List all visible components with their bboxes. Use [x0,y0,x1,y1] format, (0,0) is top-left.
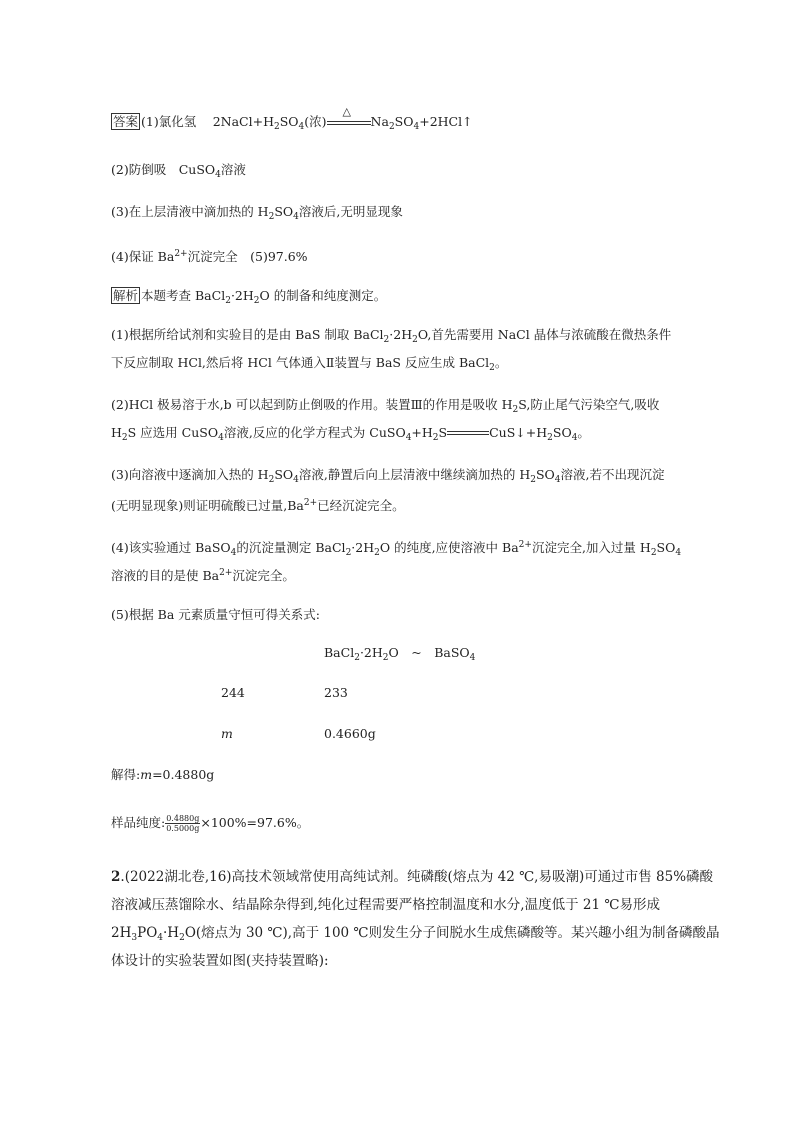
question2-line3: $2H_3PO_4\cdot H_2O$(熔点为 30 ℃),高于 100 ℃则发生分子间脱水生成焦磷酸等。某兴趣小组为制备磷酸晶 [111,925,720,943]
question2-line4: 体设计的实验装置如图(夹持装置略): [111,953,329,969]
solve-line: 解得:m=0.4880g [111,767,215,782]
analysis-p3-line1: (3)向溶液中逐滴加入热的 $H_2SO_4$溶液,静置后向上层清液中继续滴加热的 $H_2SO_4$溶液,若不出现沉淀 [111,467,665,485]
relation-mass: 0.4660g [324,726,376,741]
purity-line: 样品纯度: $\frac{0.4880g}{0.5000g}$ ×100%=97.6%。 [111,814,310,833]
heat-symbol: △ [342,105,352,118]
reaction-equals-sign [327,105,371,131]
reaction-equals-sign [447,429,489,439]
relation-molar-mass-2: 233 [324,685,348,700]
analysis-p1-line1: (1)根据所给试剂和实验目的是由 BaS 制取 $BaCl_2\cdot 2H_2O$,首先需要用 NaCl 晶体与浓硫酸在微热条件 [111,327,672,345]
question-number: 2 [111,869,121,885]
question2-line1: 2.(2022湖北卷,16)高技术领域常使用高纯试剂。纯磷酸(熔点为 42 ℃,易吸潮)可通过市售 85%磷酸 [111,869,714,885]
analysis-p3-line2: (无明显现象)则证明硫酸已过量$,Ba^{2+}$已经沉淀完全。 [111,498,405,513]
relation-unknown: m [221,726,233,741]
analysis-intro: 解析 本题考查 $BaCl_2\cdot 2H_2O$ 的制备和纯度测定。 [113,288,387,306]
answer-tag: 答案 [113,114,139,129]
analysis-p2-line2: $H_2S$ 应选用 CuSO$_4$溶液,反应的化学方程式为 $CuSO_4+H_2S$ $CuS↓+H_2SO_4$。 [111,425,590,443]
analysis-p2-line1: (2)HCl 极易溶于水,b 可以起到防止倒吸的作用。装置Ⅲ的作用是吸收 $H_2S$,防止尾气污染空气,吸收 [111,397,660,415]
answer-line-4: (4)保证 $Ba^{2+}$沉淀完全 (5)97.6% [111,249,308,264]
question2-line2: 溶液减压蒸馏除水、结晶除杂得到,纯化过程需要严格控制温度和水分,温度低于 21 ℃易形成 [111,897,660,913]
relation-molar-mass-1: 244 [221,685,245,700]
answer-line-1: 答案 (1)氯化氢 $2NaCl+H_2SO_4$(浓) △ $Na_2SO_4+2HCl↑$ [113,105,473,132]
analysis-p1-line2: 下反应制取 HCl,然后将 HCl 气体通入Ⅱ装置与 BaS 反应生成 BaCl$_2$。 [111,355,508,373]
relation-formula: $BaCl_2\cdot 2H_2O$ ~ BaSO$_4$ [324,645,476,663]
purity-fraction: $\frac{0.4880g}{0.5000g}$ [166,814,200,833]
analysis-p5: (5)根据 Ba 元素质量守恒可得关系式: [111,607,321,622]
answer-line-2: (2)防倒吸 CuSO$_4$溶液 [111,162,246,180]
analysis-p4-line2: 溶液的目的是使 $Ba^{2+}$沉淀完全。 [111,568,295,583]
analysis-tag: 解析 [113,288,139,303]
answer-line-3: (3)在上层清液中滴加热的 $H_2SO_4$溶液后,无明显现象 [111,204,403,222]
analysis-p4-line1: (4)该实验通过 BaSO$_4$的沉淀量测定 $BaCl_2\cdot 2H_2O$ 的纯度,应使溶液中 $Ba^{2+}$沉淀完全,加入过量 $H_2SO_4$ [111,540,682,558]
